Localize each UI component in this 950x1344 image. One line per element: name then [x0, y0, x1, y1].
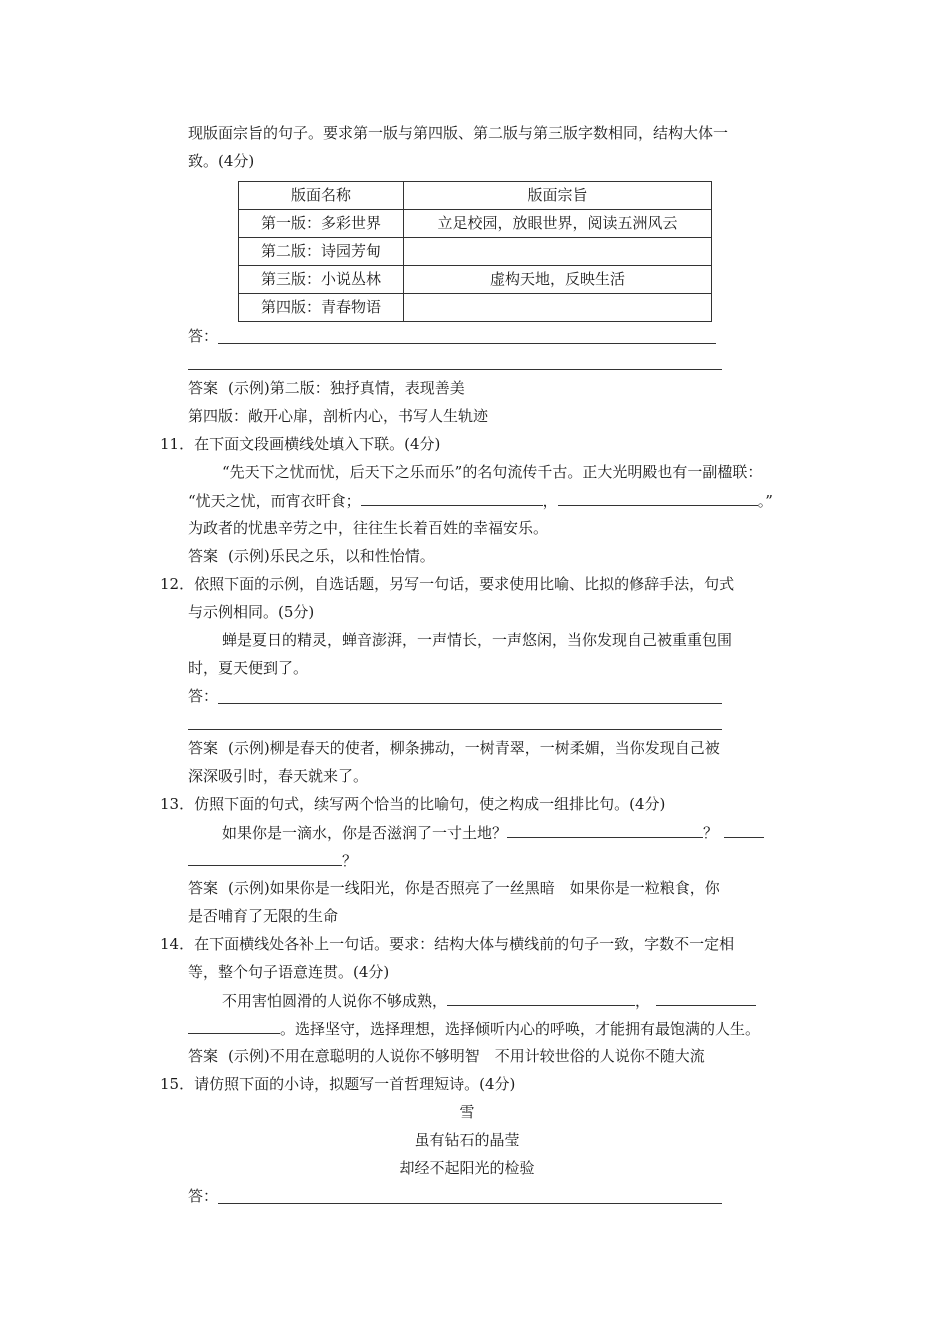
couplet-first: “忧天之忧，而宵衣旰食； [188, 492, 361, 510]
question-number: 12． [160, 575, 195, 593]
table-header-cell: 版面名称 [239, 182, 404, 210]
example-sentence: 如果你是一滴水，你是否滋润了一寸土地？ [222, 824, 508, 842]
q12-example-2: 时，夏天便到了。 [188, 659, 309, 677]
punctuation: ？ [342, 852, 358, 870]
question-number: 11． [160, 435, 195, 453]
answer-label: 答： [188, 1187, 219, 1205]
answer-tag: 答案 [188, 379, 219, 397]
question-text: 在下面横线处各补上一句话。要求：结构大体与横线前的句子一致，字数不一定相 [194, 935, 735, 953]
table-row [239, 238, 712, 266]
example-sentence: 不用害怕圆滑的人说你不够成熟， [222, 992, 448, 1010]
punctuation: ， [542, 492, 558, 510]
table-cell-blank[interactable] [404, 294, 712, 322]
q12-stem-1 [160, 573, 734, 595]
q13-answer-1 [188, 877, 720, 899]
answer-line[interactable] [218, 1203, 722, 1204]
answer-line[interactable] [218, 343, 716, 344]
sentence-tail: 。选择坚守，选择理想，选择倾听内心的呼唤，才能拥有最饱满的人生。 [280, 1020, 761, 1038]
punctuation: ？ [703, 824, 719, 842]
q11-para-2 [188, 489, 773, 511]
answer-label: 答： [188, 327, 219, 345]
q13-line-2 [188, 849, 357, 871]
fill-blank[interactable] [361, 489, 543, 506]
fill-blank[interactable] [447, 989, 635, 1006]
answer-text: (示例)乐民之乐，以和性怡情。 [228, 547, 435, 565]
question-number: 15． [160, 1075, 195, 1093]
answer-line[interactable] [188, 729, 722, 730]
answer-text: (示例)不用在意聪明的人说你不够明智 不用计较世俗的人说你不随大流 [228, 1047, 705, 1065]
table-cell: 第四版：青春物语 [239, 294, 404, 322]
answer-line[interactable] [218, 703, 722, 704]
fill-blank[interactable] [188, 1017, 280, 1034]
q14-line-1 [222, 989, 756, 1011]
q12-stem-2: 与示例相同。(5分) [188, 603, 315, 621]
q12-answer-2: 深深吸引时，春天就来了。 [188, 767, 369, 785]
q11-para-3: 为政者的忧患辛劳之中，往往生长着百姓的幸福安乐。 [188, 519, 549, 537]
table-header-row [239, 182, 712, 210]
table-cell: 虚构天地，反映生活 [404, 266, 712, 294]
q11-answer [188, 545, 435, 567]
q13-answer-2: 是否哺育了无限的生命 [188, 907, 339, 925]
q11-para-1: “先天下之忧而忧，后天下之乐而乐”的名句流传千古。正大光明殿也有一副楹联： [222, 463, 763, 481]
q13-line-1 [222, 821, 764, 843]
q14-line-2 [188, 1017, 760, 1039]
q10-answer-line-1 [188, 377, 465, 399]
fill-blank[interactable] [558, 489, 758, 506]
q14-stem-1 [160, 933, 734, 955]
layout-table [238, 181, 712, 322]
punctuation: ， [635, 992, 651, 1010]
table-header-cell: 版面宗旨 [404, 182, 712, 210]
intro-line-1: 现版面宗旨的句子。要求第一版与第四版、第二版与第三版字数相同，结构大体一 [188, 124, 729, 142]
answer-label: 答： [188, 687, 219, 705]
answer-tag: 答案 [188, 739, 219, 757]
answer-tag: 答案 [188, 1047, 219, 1065]
question-number: 14． [160, 935, 195, 953]
table-cell: 第二版：诗园芳甸 [239, 238, 404, 266]
table-row [239, 294, 712, 322]
table-cell-blank[interactable] [404, 238, 712, 266]
punctuation: 。” [757, 492, 773, 510]
question-number: 13． [160, 795, 195, 813]
question-text: 仿照下面的句式，续写两个恰当的比喻句，使之构成一组排比句。(4分) [194, 795, 666, 813]
poem-line: 却经不起阳光的检验 [399, 1159, 535, 1177]
q12-answer-1 [188, 737, 720, 759]
answer-tag: 答案 [188, 879, 219, 897]
answer-text: (示例)第二版：独抒真情，表现善美 [228, 379, 465, 397]
q10-answer-line-2: 第四版：敞开心扉，剖析内心，书写人生轨迹 [188, 407, 489, 425]
table-cell: 立足校园，放眼世界，阅读五洲风云 [404, 210, 712, 238]
intro-line-2: 致。(4分) [188, 152, 255, 170]
q15-stem [160, 1073, 515, 1095]
table-cell: 第三版：小说丛林 [239, 266, 404, 294]
q11-stem [160, 433, 440, 455]
answer-line[interactable] [188, 369, 722, 370]
table-cell: 第一版：多彩世界 [239, 210, 404, 238]
q13-stem [160, 793, 665, 815]
table-row [239, 210, 712, 238]
q14-stem-2: 等，整个句子语意连贯。(4分) [188, 963, 390, 981]
question-text: 在下面文段画横线处填入下联。(4分) [194, 435, 441, 453]
question-text: 依照下面的示例，自选话题，另写一句话，要求使用比喻、比拟的修辞手法，句式 [194, 575, 735, 593]
question-text: 请仿照下面的小诗，拟题写一首哲理短诗。(4分) [194, 1075, 516, 1093]
poem-line: 虽有钻石的晶莹 [414, 1131, 520, 1149]
answer-text: (示例)柳是春天的使者，柳条拂动，一树青翠，一树柔媚，当你发现自己被 [228, 739, 720, 757]
fill-blank[interactable] [188, 849, 342, 866]
table-row [239, 266, 712, 294]
fill-blank[interactable] [724, 821, 764, 838]
poem-title: 雪 [459, 1103, 475, 1121]
q12-example-1: 蝉是夏日的精灵，蝉音澎湃，一声情长，一声悠闲，当你发现自己被重重包围 [222, 631, 733, 649]
fill-blank[interactable] [507, 821, 703, 838]
q14-answer [188, 1045, 705, 1067]
answer-text: (示例)如果你是一线阳光，你是否照亮了一丝黑暗 如果你是一粒粮食，你 [228, 879, 720, 897]
fill-blank[interactable] [656, 989, 756, 1006]
answer-tag: 答案 [188, 547, 219, 565]
